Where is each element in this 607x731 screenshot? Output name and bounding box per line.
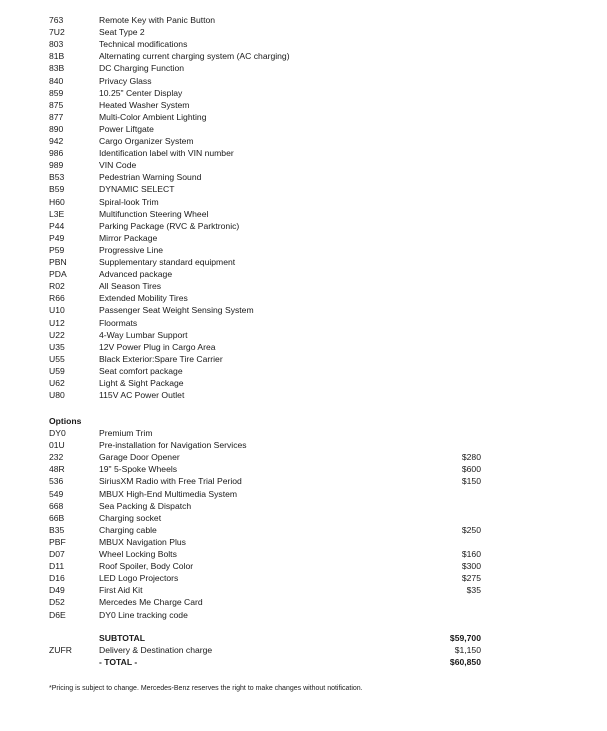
item-code: U35 [49, 341, 65, 352]
item-description: Alternating current charging system (AC charging) [99, 51, 290, 62]
equipment-row [0, 304, 607, 316]
item-code: U80 [49, 390, 65, 401]
item-code: D49 [49, 585, 65, 596]
item-price: $275 [461, 573, 481, 584]
equipment-row [0, 87, 607, 99]
item-description: Seat Type 2 [99, 27, 145, 38]
equipment-row [0, 256, 607, 268]
item-code: 989 [49, 160, 64, 171]
equipment-row [0, 183, 607, 195]
item-description: Supplementary standard equipment [99, 257, 236, 267]
item-code: PBF [49, 536, 66, 547]
option-row [0, 609, 607, 621]
equipment-row [0, 341, 607, 353]
item-code: 875 [49, 99, 64, 110]
option-row [0, 536, 607, 548]
item-code: 81B [49, 51, 65, 62]
item-description: Pre-installation for Navigation Services [99, 440, 247, 451]
option-row [0, 512, 607, 524]
item-code: 668 [49, 500, 64, 511]
option-row [0, 500, 607, 512]
item-code: 986 [49, 148, 64, 159]
item-price: $250 [461, 524, 481, 535]
item-description: Multi-Color Ambient Lighting [99, 111, 207, 122]
item-description: 19" 5-Spoke Wheels [99, 464, 178, 475]
item-code: 859 [49, 87, 64, 98]
item-description: Pedestrian Warning Sound [99, 172, 202, 183]
item-code: 48R [49, 464, 65, 475]
item-description: 10.25" Center Display [99, 87, 183, 98]
item-description: All Season Tires [99, 281, 162, 292]
item-code: 803 [49, 39, 64, 50]
equipment-row [0, 365, 607, 377]
item-code: 232 [49, 452, 64, 463]
option-row [0, 439, 607, 451]
item-code: P59 [49, 244, 65, 255]
item-code: L3E [49, 208, 65, 219]
destination-label: Delivery & Destination charge [99, 645, 213, 655]
item-description: Multifunction Steering Wheel [99, 208, 209, 219]
item-description: Mercedes Me Charge Card [99, 597, 203, 608]
option-row [0, 596, 607, 608]
item-code: 890 [49, 123, 64, 134]
option-row [0, 524, 607, 536]
equipment-row [0, 135, 607, 147]
item-code: PBN [49, 257, 67, 267]
item-description: Light & Sight Package [99, 378, 184, 388]
item-description: First Aid Kit [99, 585, 143, 596]
destination-row [0, 644, 607, 656]
equipment-row [0, 62, 607, 74]
item-price: $300 [461, 561, 481, 572]
item-description: DC Charging Function [99, 63, 185, 74]
item-description: Power Liftgate [99, 123, 154, 134]
item-code: 536 [49, 476, 64, 487]
item-description: Floormats [99, 317, 138, 328]
equipment-row [0, 232, 607, 244]
item-description: Charging socket [99, 512, 162, 523]
equipment-row [0, 14, 607, 26]
item-description: Parking Package (RVC & Parktronic) [99, 220, 240, 231]
option-row [0, 488, 607, 500]
item-description: Identification label with VIN number [99, 148, 234, 159]
item-description: Garage Door Opener [99, 452, 180, 463]
item-code: 942 [49, 136, 64, 146]
item-code: 83B [49, 63, 65, 74]
destination-value: $1,150 [454, 645, 481, 655]
equipment-row [0, 111, 607, 123]
item-description: VIN Code [99, 160, 137, 171]
item-code: U10 [49, 305, 65, 316]
option-row [0, 584, 607, 596]
item-description: Passenger Seat Weight Sensing System [99, 305, 254, 316]
item-price: $35 [466, 585, 481, 596]
item-code: P44 [49, 220, 65, 231]
item-code: 840 [49, 75, 64, 86]
options-heading: Options [49, 416, 82, 426]
item-code: U22 [49, 329, 65, 340]
item-description: 115V AC Power Outlet [99, 390, 185, 401]
equipment-row [0, 75, 607, 87]
item-description: Black Exterior:Spare Tire Carrier [99, 353, 223, 364]
option-row [0, 451, 607, 463]
item-description: MBUX High-End Multimedia System [99, 488, 238, 499]
item-description: Cargo Organizer System [99, 136, 194, 146]
item-code: B59 [49, 184, 65, 195]
item-description: DYNAMIC SELECT [99, 184, 175, 195]
equipment-row [0, 26, 607, 38]
item-description: 12V Power Plug in Cargo Area [99, 341, 216, 352]
item-code: DY0 [49, 428, 66, 438]
item-code: B35 [49, 524, 65, 535]
item-code: P49 [49, 232, 65, 243]
equipment-row [0, 377, 607, 389]
destination-code: ZUFR [49, 645, 72, 655]
item-code: D11 [49, 561, 65, 572]
item-code: H60 [49, 196, 65, 207]
item-code: B53 [49, 172, 65, 183]
item-code: PDA [49, 269, 67, 280]
item-price: $600 [461, 464, 481, 475]
item-code: 549 [49, 488, 64, 499]
equipment-row [0, 147, 607, 159]
subtotal-label: SUBTOTAL [99, 633, 145, 643]
item-description: Privacy Glass [99, 75, 152, 86]
item-description: Charging cable [99, 524, 157, 535]
option-row [0, 548, 607, 560]
item-code: D16 [49, 573, 65, 584]
item-code: 01U [49, 440, 65, 451]
item-code: R02 [49, 281, 65, 292]
subtotal-row [0, 632, 607, 644]
option-row [0, 427, 607, 439]
equipment-row [0, 208, 607, 220]
subtotal-value: $59,700 [449, 633, 481, 643]
total-value: $60,850 [449, 657, 481, 667]
item-price: $160 [461, 549, 481, 559]
option-row [0, 572, 607, 584]
item-code: 763 [49, 15, 64, 25]
item-description: MBUX Navigation Plus [99, 536, 186, 547]
pricing-footnote: *Pricing is subject to change. Mercedes-Benz reserves the right to make changes without notification. [49, 685, 363, 692]
item-description: Progressive Line [99, 244, 164, 255]
item-description: Advanced package [99, 269, 173, 280]
equipment-row [0, 38, 607, 50]
item-code: U12 [49, 317, 65, 328]
item-price: $150 [461, 476, 481, 487]
equipment-row [0, 389, 607, 401]
option-row [0, 560, 607, 572]
item-description: Extended Mobility Tires [99, 293, 188, 304]
item-description: Premium Trim [99, 428, 153, 438]
item-description: Heated Washer System [99, 99, 190, 110]
item-description: Sea Packing & Dispatch [99, 500, 192, 511]
equipment-row [0, 244, 607, 256]
item-code: U62 [49, 378, 65, 388]
equipment-row [0, 99, 607, 111]
item-code: U59 [49, 365, 65, 376]
item-description: Mirror Package [99, 232, 158, 243]
equipment-row [0, 123, 607, 135]
item-code: 66B [49, 512, 65, 523]
equipment-row [0, 280, 607, 292]
item-description: DY0 Line tracking code [99, 609, 188, 620]
item-code: D52 [49, 597, 65, 608]
equipment-row [0, 353, 607, 365]
equipment-row [0, 171, 607, 183]
item-code: D07 [49, 549, 65, 559]
equipment-row [0, 196, 607, 208]
item-code: 877 [49, 111, 64, 122]
equipment-row [0, 268, 607, 280]
option-row [0, 463, 607, 475]
item-code: D6E [49, 609, 66, 620]
item-description: Remote Key with Panic Button [99, 15, 216, 25]
item-description: Technical modifications [99, 39, 188, 50]
item-description: 4-Way Lumbar Support [99, 329, 188, 340]
equipment-row [0, 50, 607, 62]
equipment-row [0, 329, 607, 341]
equipment-row [0, 292, 607, 304]
item-code: 7U2 [49, 27, 65, 38]
item-code: U55 [49, 353, 65, 364]
item-code: R66 [49, 293, 65, 304]
item-description: Wheel Locking Bolts [99, 549, 177, 559]
item-description: Seat comfort package [99, 365, 183, 376]
total-label: - TOTAL - [99, 657, 138, 667]
item-description: Spiral-look Trim [99, 196, 159, 207]
item-description: LED Logo Projectors [99, 573, 179, 584]
equipment-row [0, 317, 607, 329]
option-row [0, 475, 607, 487]
equipment-row [0, 159, 607, 171]
total-row [0, 656, 607, 668]
equipment-row [0, 220, 607, 232]
item-description: SiriusXM Radio with Free Trial Period [99, 476, 242, 487]
item-price: $280 [461, 452, 481, 463]
item-description: Roof Spoiler, Body Color [99, 561, 194, 572]
